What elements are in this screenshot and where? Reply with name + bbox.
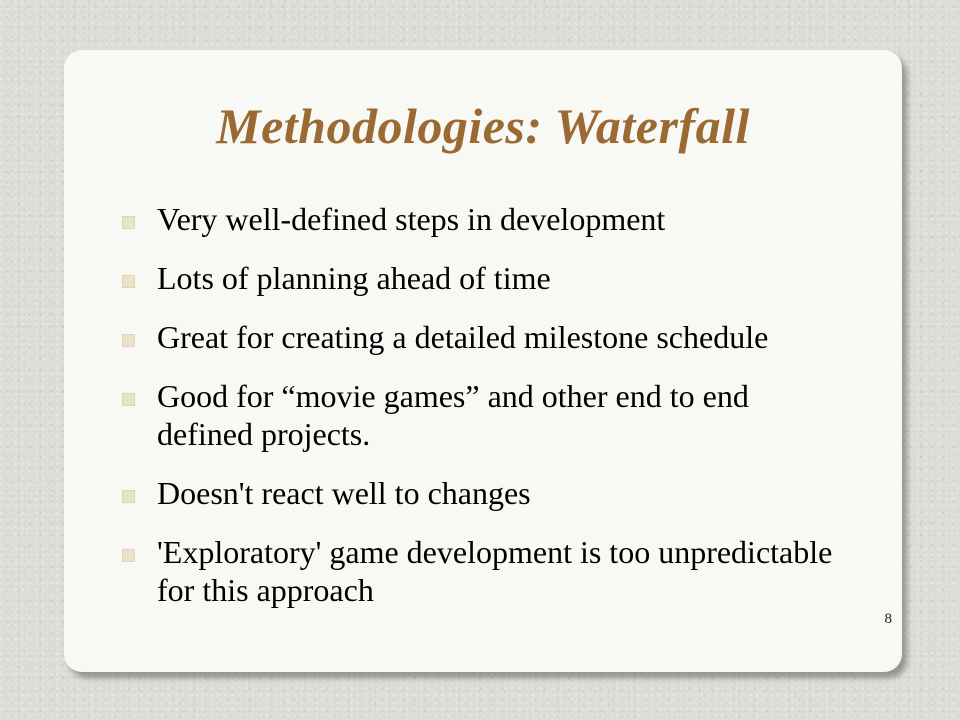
bullet-text: Good for “movie games” and other end to end defined projects. — [157, 378, 749, 452]
bullet-text: Very well-defined steps in development — [157, 201, 666, 237]
bullet-item — [120, 533, 840, 609]
square-bullet-icon — [122, 334, 135, 347]
bullet-text: 'Exploratory' game development is too unpredictable for this approach — [157, 534, 833, 608]
slide-panel — [64, 50, 902, 672]
bullet-item — [120, 318, 840, 356]
bullet-text: Great for creating a detailed milestone schedule — [157, 319, 769, 355]
bullet-list — [120, 200, 840, 630]
bullet-text: Lots of planning ahead of time — [157, 260, 551, 296]
square-bullet-icon — [122, 275, 135, 288]
bullet-text: Doesn't react well to changes — [157, 475, 531, 511]
square-bullet-icon — [122, 549, 135, 562]
bullet-item — [120, 377, 840, 453]
bullet-item — [120, 474, 840, 512]
bullet-item — [120, 200, 840, 238]
slide-number: 8 — [884, 611, 892, 627]
slide-title: Methodologies: Waterfall — [216, 98, 750, 154]
square-bullet-icon — [122, 216, 135, 229]
square-bullet-icon — [122, 393, 135, 406]
bullet-item — [120, 259, 840, 297]
square-bullet-icon — [122, 490, 135, 503]
